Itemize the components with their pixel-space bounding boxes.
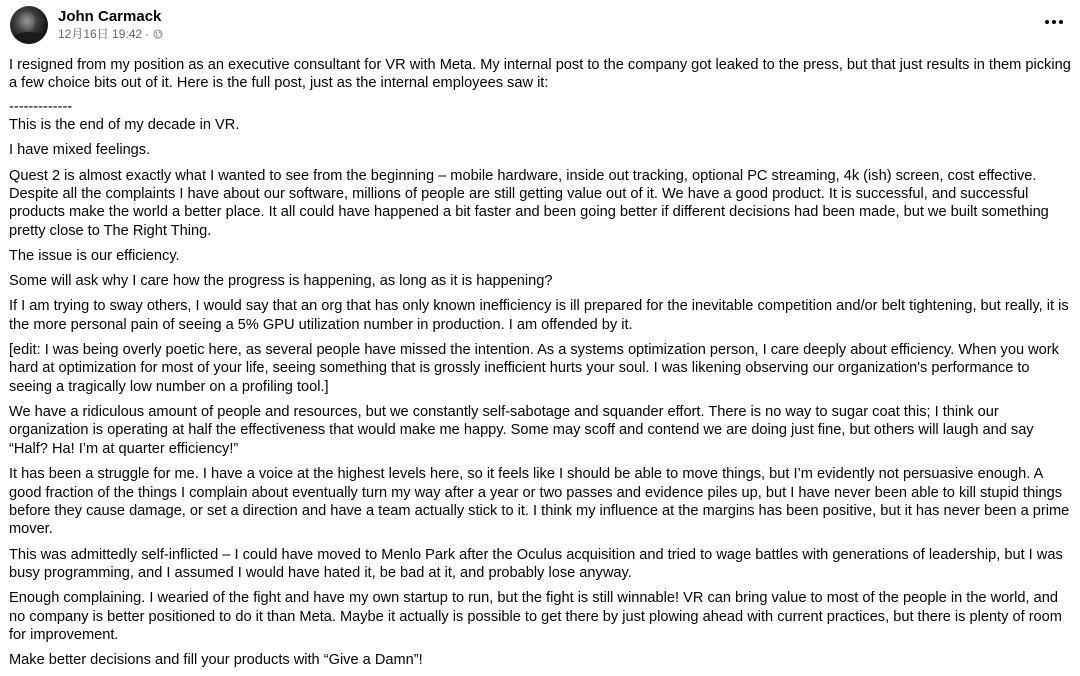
post-paragraph: I resigned from my position as an executive consultant for VR with Meta. My internal post to the company got leaked to the press, but that just results in them picking a few choice bits out of it. Here is the full post, just as the internal employees saw it: bbox=[9, 57, 1071, 92]
avatar-shoulders bbox=[12, 32, 46, 44]
post-paragraph: This is the end of my decade in VR. bbox=[9, 117, 240, 134]
post-paragraph: Quest 2 is almost exactly what I wanted to see from the beginning – mobile hardware, inside out tracking, optional PC streaming, 4k (ish) screen, cost effective. Despite all the complaints I have about our software, millions of people are still getting value out of it. We have a good product. It is successful, and successful products make the world a better place. It all could have happened a bit faster and been going better if different decisions had been made, but we built something pretty close to The Right Thing. bbox=[9, 167, 1049, 239]
post-paragraph: This was admittedly self-inflicted – I could have moved to Menlo Park after the Oculus acquisition and tried to wage battles with generations of leadership, but I was busy programming, and I assumed I would have hated it, be bad at it, and probably lose anyway. bbox=[9, 546, 1063, 581]
post-meta bbox=[58, 8, 163, 42]
post-timestamp[interactable]: 12月16日 19:42 bbox=[58, 27, 143, 41]
post-header bbox=[10, 5, 163, 45]
post-paragraph: Make better decisions and fill your products with “Give a Damn”! bbox=[9, 652, 423, 669]
more-dot bbox=[1052, 20, 1056, 24]
post-paragraph: [edit: I was being overly poetic here, as several people have missed the intention. As a systems optimization person, I care deeply about efficiency. When you work hard at optimization for most of your life, seeing something that is grossly inefficient hurts your soul. I was likening observing our organization's performance to seeing a tragically low number on a profiling tool.] bbox=[9, 342, 1059, 395]
author-name[interactable]: John Carmack bbox=[58, 8, 162, 25]
post-subline bbox=[58, 26, 163, 42]
post-paragraph: Enough complaining. I wearied of the fight and have my own startup to run, but the fight is still winnable! VR can bring value to most of the people in the world, and no company is better positioned to do it than Meta. Maybe it actually is possible to get there by just plowing ahead with current practices, but there is plenty of room for improvement. bbox=[9, 590, 1062, 643]
post-paragraph: We have a ridiculous amount of people and resources, but we constantly self-sabotage and squander effort. There is no way to sugar coat this; I think our organization is operating at half the effectiveness that would make me happy. Some may scoff and contend we are doing just fine, but others will laugh and say “Half? Ha! I’m at quarter efficiency!” bbox=[9, 404, 1034, 457]
avatar-face bbox=[19, 12, 35, 32]
avatar[interactable] bbox=[10, 6, 48, 44]
post-paragraph: It has been a struggle for me. I have a voice at the highest levels here, so it feels like I should be able to move things, but I’m evidently not persuasive enough. A good fraction of the things I complain about eventually turn my way after a year or two passes and evidence piles up, but I have never been able to kill stupid things before they cause damage, or set a direction and have a team actually stick to it. I think my influence at the margins has been positive, but it has never been a prime mover. bbox=[9, 466, 1070, 538]
globe-icon[interactable] bbox=[153, 29, 163, 39]
post-divider-text: ------------- bbox=[9, 98, 73, 115]
post-paragraph: If I am trying to sway others, I would say that an org that has only known inefficiency is ill prepared for the inevitable competition and/or belt tightening, but really, it is the more personal pain of seeing a 5% GPU utilization number in production. I am offended by it. bbox=[9, 298, 1069, 333]
post-paragraph: I have mixed feelings. bbox=[9, 142, 151, 159]
more-dot bbox=[1059, 20, 1063, 24]
post-paragraph: The issue is our efficiency. bbox=[9, 248, 180, 265]
more-dot bbox=[1045, 20, 1049, 24]
post-paragraph: Some will ask why I care how the progress is happening, as long as it is happening? bbox=[9, 273, 553, 290]
separator-dot: · bbox=[145, 27, 150, 41]
more-options-icon[interactable] bbox=[1042, 12, 1066, 32]
post-body bbox=[9, 56, 1071, 676]
